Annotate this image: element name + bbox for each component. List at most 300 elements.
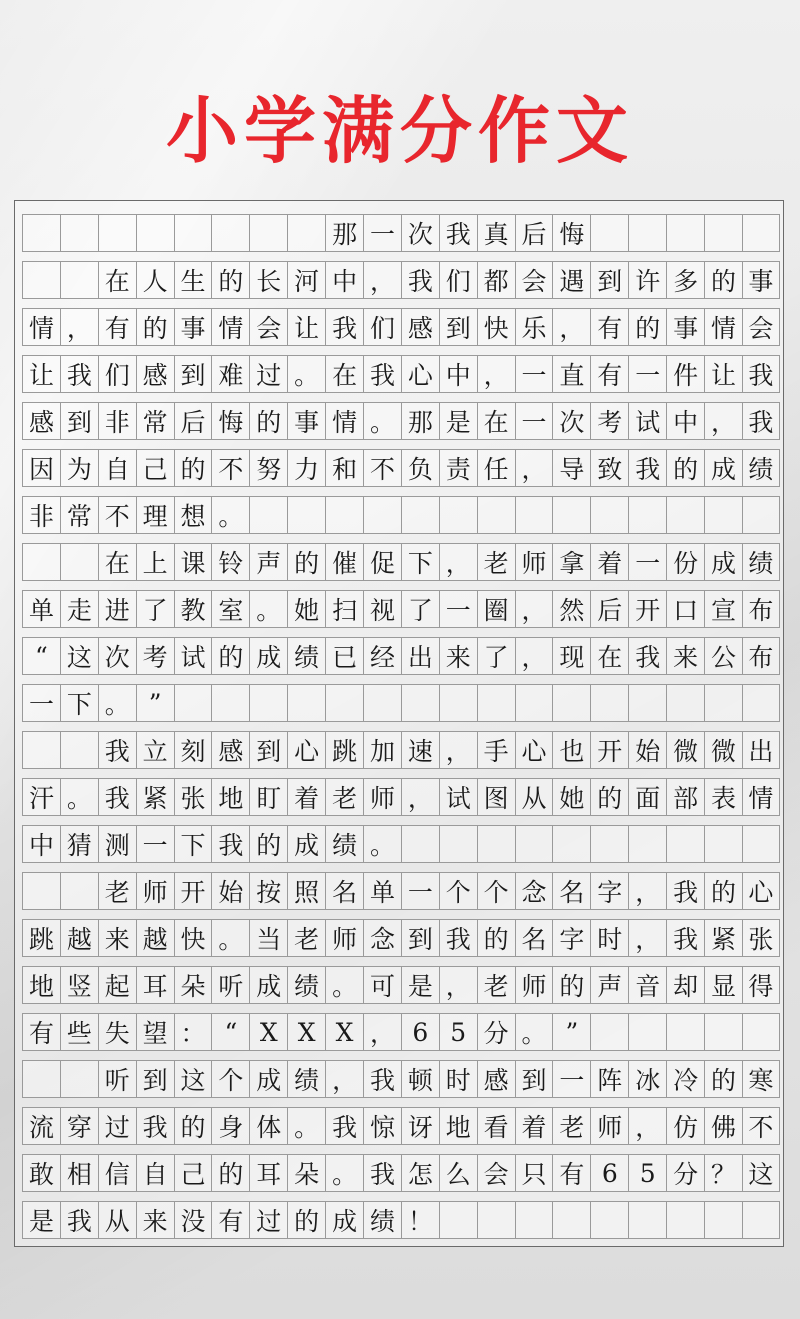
grid-cell: 的 bbox=[477, 919, 515, 957]
grid-cell: 经 bbox=[363, 637, 401, 675]
grid-cell: 有 bbox=[22, 1013, 60, 1051]
grid-cell: 的 bbox=[174, 449, 212, 487]
grid-cell: 促 bbox=[363, 543, 401, 581]
grid-cell: ， bbox=[439, 966, 477, 1004]
grid-cell: 中 bbox=[439, 355, 477, 393]
grid-cell: 开 bbox=[174, 872, 212, 910]
grid-cell: 个 bbox=[211, 1060, 249, 1098]
grid-cell: 事 bbox=[666, 308, 704, 346]
grid-cell: 乐 bbox=[515, 308, 553, 346]
grid-cell: 越 bbox=[60, 919, 98, 957]
grid-cell: 测 bbox=[98, 825, 136, 863]
grid-cell bbox=[287, 496, 325, 534]
grid-cell: 许 bbox=[628, 261, 666, 299]
grid-cell: 一 bbox=[439, 590, 477, 628]
grid-cell bbox=[60, 872, 98, 910]
grid-cell: 我 bbox=[742, 355, 780, 393]
grid-cell: 到 bbox=[515, 1060, 553, 1098]
grid-cell: 单 bbox=[363, 872, 401, 910]
grid-cell bbox=[704, 1013, 742, 1051]
grid-cell: 份 bbox=[666, 543, 704, 581]
essay-line bbox=[22, 402, 780, 440]
grid-cell: 的 bbox=[704, 872, 742, 910]
grid-cell: 事 bbox=[742, 261, 780, 299]
grid-cell: ， bbox=[704, 402, 742, 440]
grid-cell: 力 bbox=[287, 449, 325, 487]
grid-cell: 到 bbox=[249, 731, 287, 769]
grid-cell: 长 bbox=[249, 261, 287, 299]
grid-cell: 下 bbox=[174, 825, 212, 863]
grid-cell: ” bbox=[136, 684, 174, 722]
grid-cell: 她 bbox=[287, 590, 325, 628]
grid-cell: 会 bbox=[477, 1154, 515, 1192]
grid-cell: ， bbox=[628, 872, 666, 910]
grid-cell: 绩 bbox=[287, 637, 325, 675]
grid-cell bbox=[22, 214, 60, 252]
grid-cell: 心 bbox=[742, 872, 780, 910]
grid-cell: 。 bbox=[60, 778, 98, 816]
grid-cell: ， bbox=[325, 1060, 363, 1098]
grid-cell: 当 bbox=[249, 919, 287, 957]
grid-cell: 些 bbox=[60, 1013, 98, 1051]
grid-cell: 让 bbox=[704, 355, 742, 393]
grid-cell: 的 bbox=[666, 449, 704, 487]
grid-cell: 的 bbox=[704, 261, 742, 299]
grid-cell: 绩 bbox=[325, 825, 363, 863]
grid-cell: 加 bbox=[363, 731, 401, 769]
grid-cell: 次 bbox=[552, 402, 590, 440]
grid-cell: 绩 bbox=[287, 966, 325, 1004]
grid-cell bbox=[22, 731, 60, 769]
grid-cell: 致 bbox=[590, 449, 628, 487]
grid-cell: 成 bbox=[704, 449, 742, 487]
grid-cell: 我 bbox=[98, 731, 136, 769]
grid-cell bbox=[666, 684, 704, 722]
grid-cell: 她 bbox=[552, 778, 590, 816]
essay-line bbox=[22, 543, 780, 581]
grid-cell: 会 bbox=[742, 308, 780, 346]
grid-cell: X bbox=[325, 1013, 363, 1051]
grid-cell: 朵 bbox=[287, 1154, 325, 1192]
grid-cell: 刻 bbox=[174, 731, 212, 769]
grid-cell bbox=[60, 731, 98, 769]
grid-cell: 从 bbox=[515, 778, 553, 816]
grid-cell: 怎 bbox=[401, 1154, 439, 1192]
grid-cell: 照 bbox=[287, 872, 325, 910]
grid-cell bbox=[742, 684, 780, 722]
grid-cell: 手 bbox=[477, 731, 515, 769]
grid-cell: 努 bbox=[249, 449, 287, 487]
grid-cell: 感 bbox=[477, 1060, 515, 1098]
grid-cell: 顿 bbox=[401, 1060, 439, 1098]
grid-cell: 扫 bbox=[325, 590, 363, 628]
grid-cell: 念 bbox=[363, 919, 401, 957]
grid-cell: 是 bbox=[401, 966, 439, 1004]
grid-cell: 生 bbox=[174, 261, 212, 299]
grid-cell bbox=[552, 684, 590, 722]
grid-cell: 因 bbox=[22, 449, 60, 487]
grid-cell: ， bbox=[401, 778, 439, 816]
grid-cell bbox=[628, 825, 666, 863]
grid-cell: 。 bbox=[211, 919, 249, 957]
grid-cell: 表 bbox=[704, 778, 742, 816]
grid-cell: 我 bbox=[439, 214, 477, 252]
grid-cell: 一 bbox=[628, 543, 666, 581]
grid-cell bbox=[401, 496, 439, 534]
grid-cell: ” bbox=[552, 1013, 590, 1051]
grid-cell: 5 bbox=[439, 1013, 477, 1051]
grid-cell bbox=[363, 496, 401, 534]
grid-cell: 口 bbox=[666, 590, 704, 628]
grid-cell bbox=[742, 496, 780, 534]
grid-cell: 多 bbox=[666, 261, 704, 299]
grid-cell: 中 bbox=[22, 825, 60, 863]
grid-cell: ， bbox=[552, 308, 590, 346]
grid-cell: 心 bbox=[515, 731, 553, 769]
grid-cell: 情 bbox=[211, 308, 249, 346]
grid-cell: 。 bbox=[249, 590, 287, 628]
grid-cell bbox=[249, 496, 287, 534]
grid-cell: 着 bbox=[515, 1107, 553, 1145]
grid-cell: 声 bbox=[249, 543, 287, 581]
grid-cell: 的 bbox=[704, 1060, 742, 1098]
grid-cell: 到 bbox=[401, 919, 439, 957]
grid-cell: 地 bbox=[439, 1107, 477, 1145]
grid-cell: 体 bbox=[249, 1107, 287, 1145]
grid-cell: 我 bbox=[363, 1154, 401, 1192]
grid-cell bbox=[22, 872, 60, 910]
grid-cell: 有 bbox=[590, 355, 628, 393]
grid-cell: 在 bbox=[325, 355, 363, 393]
grid-cell bbox=[590, 496, 628, 534]
grid-cell: 这 bbox=[174, 1060, 212, 1098]
grid-cell: 。 bbox=[287, 1107, 325, 1145]
grid-cell bbox=[590, 684, 628, 722]
grid-cell: 图 bbox=[477, 778, 515, 816]
grid-cell: 有 bbox=[552, 1154, 590, 1192]
grid-cell: 的 bbox=[249, 825, 287, 863]
grid-cell bbox=[174, 684, 212, 722]
grid-cell: 失 bbox=[98, 1013, 136, 1051]
grid-cell: 考 bbox=[590, 402, 628, 440]
grid-cell bbox=[22, 1060, 60, 1098]
grid-cell: 的 bbox=[287, 543, 325, 581]
grid-cell: 试 bbox=[439, 778, 477, 816]
grid-cell: 铃 bbox=[211, 543, 249, 581]
grid-cell: 都 bbox=[477, 261, 515, 299]
grid-cell: 老 bbox=[98, 872, 136, 910]
grid-cell: 出 bbox=[401, 637, 439, 675]
grid-cell: 我 bbox=[628, 449, 666, 487]
grid-cell: 的 bbox=[211, 261, 249, 299]
grid-cell: 理 bbox=[136, 496, 174, 534]
grid-cell: 来 bbox=[98, 919, 136, 957]
grid-cell: ： bbox=[174, 1013, 212, 1051]
essay-line bbox=[22, 355, 780, 393]
grid-cell: “ bbox=[22, 637, 60, 675]
grid-cell bbox=[628, 214, 666, 252]
grid-cell: 成 bbox=[249, 966, 287, 1004]
grid-cell: 后 bbox=[590, 590, 628, 628]
grid-cell: 那 bbox=[401, 402, 439, 440]
grid-cell: “ bbox=[211, 1013, 249, 1051]
grid-cell: 有 bbox=[590, 308, 628, 346]
grid-cell: 情 bbox=[704, 308, 742, 346]
grid-cell: 件 bbox=[666, 355, 704, 393]
grid-cell bbox=[515, 825, 553, 863]
grid-cell: X bbox=[249, 1013, 287, 1051]
grid-cell: 负 bbox=[401, 449, 439, 487]
grid-cell: 宣 bbox=[704, 590, 742, 628]
grid-cell: 却 bbox=[666, 966, 704, 1004]
grid-cell: 师 bbox=[515, 543, 553, 581]
grid-cell: 是 bbox=[22, 1201, 60, 1239]
grid-cell: 佛 bbox=[704, 1107, 742, 1145]
grid-cell: 一 bbox=[628, 355, 666, 393]
grid-cell: 有 bbox=[98, 308, 136, 346]
grid-cell bbox=[439, 684, 477, 722]
grid-cell: 人 bbox=[136, 261, 174, 299]
essay-line bbox=[22, 449, 780, 487]
grid-cell: ， bbox=[363, 261, 401, 299]
grid-cell: 起 bbox=[98, 966, 136, 1004]
grid-cell: 为 bbox=[60, 449, 98, 487]
grid-cell: 的 bbox=[249, 402, 287, 440]
grid-cell bbox=[515, 684, 553, 722]
grid-cell: 看 bbox=[477, 1107, 515, 1145]
grid-cell: 悔 bbox=[552, 214, 590, 252]
grid-cell: 我 bbox=[439, 919, 477, 957]
grid-cell: ， bbox=[515, 449, 553, 487]
grid-cell: 情 bbox=[325, 402, 363, 440]
essay-line bbox=[22, 308, 780, 346]
grid-cell: 想 bbox=[174, 496, 212, 534]
grid-cell bbox=[742, 825, 780, 863]
grid-cell: 是 bbox=[439, 402, 477, 440]
grid-cell: 名 bbox=[515, 919, 553, 957]
grid-cell: 下 bbox=[401, 543, 439, 581]
grid-cell bbox=[60, 261, 98, 299]
grid-cell: 猜 bbox=[60, 825, 98, 863]
grid-cell: 分 bbox=[666, 1154, 704, 1192]
grid-cell: 到 bbox=[439, 308, 477, 346]
grid-cell: 遇 bbox=[552, 261, 590, 299]
essay-line bbox=[22, 731, 780, 769]
grid-cell: 老 bbox=[477, 543, 515, 581]
grid-cell: 成 bbox=[249, 637, 287, 675]
grid-cell: 一 bbox=[363, 214, 401, 252]
grid-cell: ？ bbox=[704, 1154, 742, 1192]
grid-cell: 时 bbox=[590, 919, 628, 957]
grid-cell: 6 bbox=[590, 1154, 628, 1192]
grid-cell: 我 bbox=[325, 308, 363, 346]
page-title: 小学满分作文 bbox=[165, 89, 634, 173]
grid-cell: ， bbox=[515, 637, 553, 675]
grid-cell: 一 bbox=[401, 872, 439, 910]
grid-cell: 微 bbox=[666, 731, 704, 769]
grid-cell: 信 bbox=[98, 1154, 136, 1192]
grid-cell: 绩 bbox=[742, 449, 780, 487]
grid-cell bbox=[666, 1013, 704, 1051]
grid-cell: 中 bbox=[666, 402, 704, 440]
grid-cell: 快 bbox=[477, 308, 515, 346]
grid-cell: 我 bbox=[325, 1107, 363, 1145]
grid-cell: 己 bbox=[136, 449, 174, 487]
grid-cell bbox=[325, 684, 363, 722]
grid-cell bbox=[211, 214, 249, 252]
grid-cell bbox=[590, 214, 628, 252]
grid-cell: 这 bbox=[60, 637, 98, 675]
grid-cell: 自 bbox=[136, 1154, 174, 1192]
grid-cell: ， bbox=[477, 355, 515, 393]
grid-cell bbox=[742, 1201, 780, 1239]
grid-cell: 上 bbox=[136, 543, 174, 581]
grid-cell: 一 bbox=[136, 825, 174, 863]
grid-cell: 后 bbox=[515, 214, 553, 252]
grid-cell bbox=[363, 684, 401, 722]
grid-cell bbox=[552, 825, 590, 863]
grid-cell: 出 bbox=[742, 731, 780, 769]
grid-cell: 到 bbox=[60, 402, 98, 440]
grid-cell: 了 bbox=[477, 637, 515, 675]
grid-cell bbox=[98, 214, 136, 252]
grid-cell: 感 bbox=[211, 731, 249, 769]
grid-cell: 感 bbox=[136, 355, 174, 393]
grid-cell: 显 bbox=[704, 966, 742, 1004]
grid-cell: 没 bbox=[174, 1201, 212, 1239]
grid-cell bbox=[628, 1201, 666, 1239]
grid-cell bbox=[439, 1201, 477, 1239]
grid-cell bbox=[22, 261, 60, 299]
grid-cell bbox=[515, 1201, 553, 1239]
grid-cell bbox=[704, 496, 742, 534]
essay-line bbox=[22, 637, 780, 675]
grid-cell: 。 bbox=[98, 684, 136, 722]
grid-cell: 试 bbox=[174, 637, 212, 675]
grid-cell: 立 bbox=[136, 731, 174, 769]
grid-cell: 字 bbox=[590, 872, 628, 910]
grid-cell: 不 bbox=[363, 449, 401, 487]
grid-cell: 视 bbox=[363, 590, 401, 628]
essay-line bbox=[22, 1013, 780, 1051]
grid-cell bbox=[666, 825, 704, 863]
grid-cell: 事 bbox=[287, 402, 325, 440]
grid-cell: 不 bbox=[742, 1107, 780, 1145]
essay-line bbox=[22, 684, 780, 722]
grid-cell: 。 bbox=[287, 355, 325, 393]
grid-cell: 。 bbox=[363, 825, 401, 863]
grid-cell: 了 bbox=[136, 590, 174, 628]
grid-cell: 过 bbox=[249, 1201, 287, 1239]
essay-line bbox=[22, 1201, 780, 1239]
grid-cell: 感 bbox=[22, 402, 60, 440]
grid-cell bbox=[60, 1060, 98, 1098]
grid-cell: 那 bbox=[325, 214, 363, 252]
grid-cell: 着 bbox=[287, 778, 325, 816]
grid-cell bbox=[704, 684, 742, 722]
grid-cell: 名 bbox=[552, 872, 590, 910]
grid-cell: 在 bbox=[590, 637, 628, 675]
grid-cell: 相 bbox=[60, 1154, 98, 1192]
grid-cell: 阵 bbox=[590, 1060, 628, 1098]
grid-cell: 么 bbox=[439, 1154, 477, 1192]
grid-cell: 难 bbox=[211, 355, 249, 393]
grid-cell: 让 bbox=[22, 355, 60, 393]
grid-cell: 张 bbox=[174, 778, 212, 816]
grid-cell: 开 bbox=[590, 731, 628, 769]
grid-cell: 师 bbox=[590, 1107, 628, 1145]
grid-cell: 耳 bbox=[249, 1154, 287, 1192]
grid-cell bbox=[174, 214, 212, 252]
grid-cell: 不 bbox=[98, 496, 136, 534]
grid-cell: 从 bbox=[98, 1201, 136, 1239]
grid-cell: 这 bbox=[742, 1154, 780, 1192]
grid-cell: 。 bbox=[515, 1013, 553, 1051]
grid-cell: 已 bbox=[325, 637, 363, 675]
grid-cell bbox=[628, 1013, 666, 1051]
grid-cell: 。 bbox=[325, 1154, 363, 1192]
grid-cell: 我 bbox=[211, 825, 249, 863]
essay-line bbox=[22, 590, 780, 628]
grid-cell: 老 bbox=[287, 919, 325, 957]
grid-cell: 按 bbox=[249, 872, 287, 910]
grid-cell: 字 bbox=[552, 919, 590, 957]
grid-cell: 跳 bbox=[325, 731, 363, 769]
grid-cell: 可 bbox=[363, 966, 401, 1004]
grid-cell: 催 bbox=[325, 543, 363, 581]
grid-cell: 心 bbox=[287, 731, 325, 769]
grid-cell: 开 bbox=[628, 590, 666, 628]
grid-cell: 到 bbox=[590, 261, 628, 299]
grid-cell: 会 bbox=[515, 261, 553, 299]
grid-cell: 仿 bbox=[666, 1107, 704, 1145]
grid-cell bbox=[249, 214, 287, 252]
grid-cell: 听 bbox=[98, 1060, 136, 1098]
grid-cell: ， bbox=[515, 590, 553, 628]
grid-cell bbox=[628, 684, 666, 722]
grid-cell: 后 bbox=[174, 402, 212, 440]
grid-cell: 我 bbox=[628, 637, 666, 675]
grid-cell: 情 bbox=[22, 308, 60, 346]
grid-cell: 过 bbox=[249, 355, 287, 393]
grid-cell: 我 bbox=[60, 1201, 98, 1239]
grid-cell: 耳 bbox=[136, 966, 174, 1004]
grid-cell: 始 bbox=[211, 872, 249, 910]
grid-cell: 个 bbox=[477, 872, 515, 910]
grid-cell: 快 bbox=[174, 919, 212, 957]
grid-cell: 念 bbox=[515, 872, 553, 910]
grid-cell: 分 bbox=[477, 1013, 515, 1051]
grid-cell: 任 bbox=[477, 449, 515, 487]
grid-cell bbox=[590, 1013, 628, 1051]
essay-line bbox=[22, 214, 780, 252]
grid-cell: 惊 bbox=[363, 1107, 401, 1145]
grid-cell: 事 bbox=[174, 308, 212, 346]
grid-cell: 拿 bbox=[552, 543, 590, 581]
grid-cell: 自 bbox=[98, 449, 136, 487]
grid-cell bbox=[552, 496, 590, 534]
grid-cell: 试 bbox=[628, 402, 666, 440]
grid-cell: 老 bbox=[477, 966, 515, 1004]
grid-cell: 下 bbox=[60, 684, 98, 722]
grid-cell: 名 bbox=[325, 872, 363, 910]
grid-cell: 流 bbox=[22, 1107, 60, 1145]
grid-cell: ， bbox=[628, 919, 666, 957]
grid-cell: 不 bbox=[211, 449, 249, 487]
grid-cell: 老 bbox=[552, 1107, 590, 1145]
grid-cell: 布 bbox=[742, 637, 780, 675]
grid-cell: ， bbox=[628, 1107, 666, 1145]
